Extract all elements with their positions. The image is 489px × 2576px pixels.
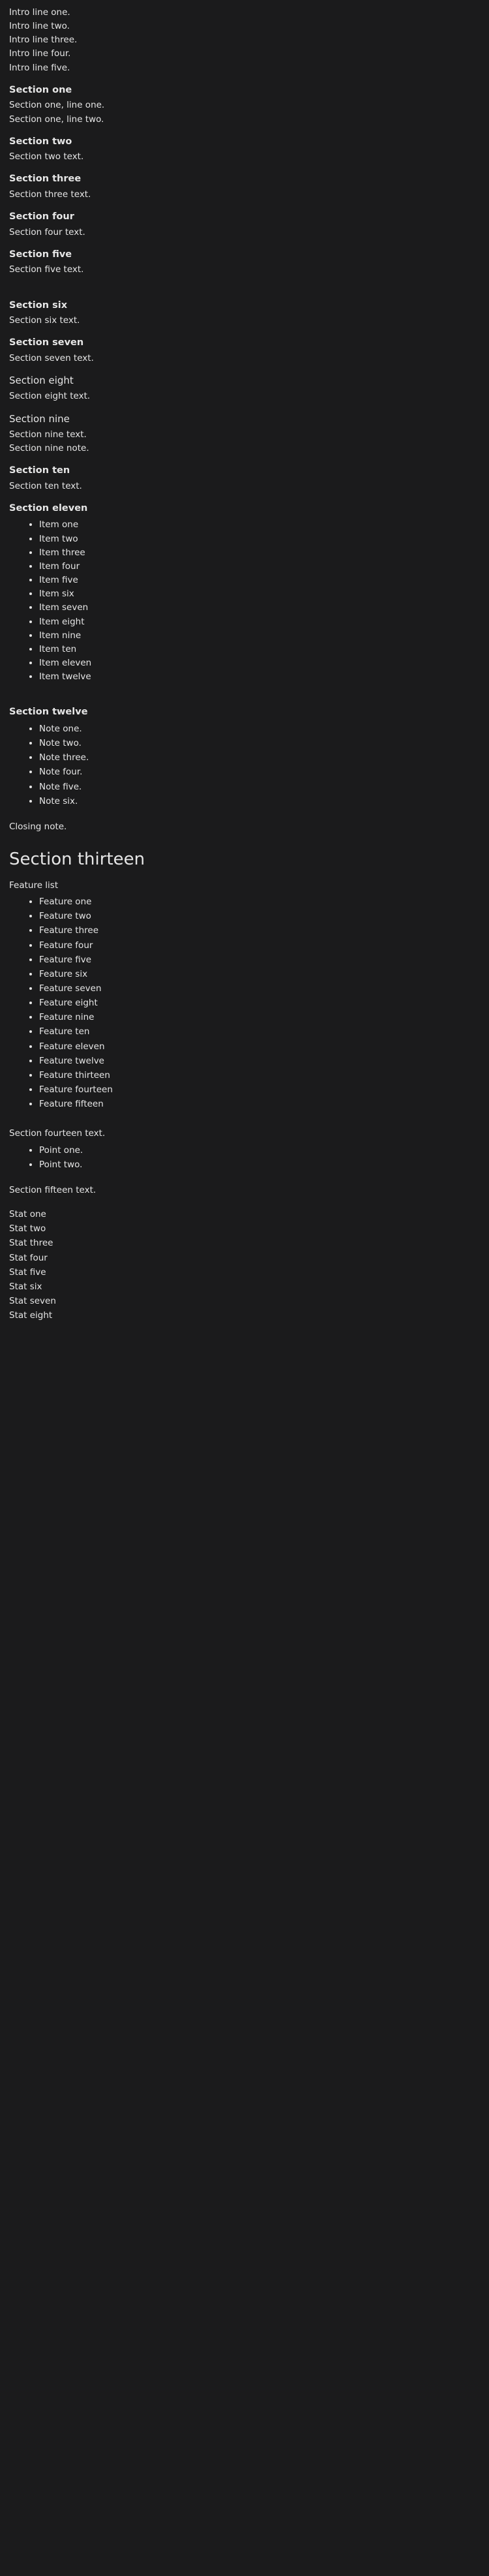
list-item: • Feature ten — [39, 1026, 480, 1038]
list-item: • Feature six — [39, 968, 480, 981]
stat-line: Stat two — [9, 1223, 46, 1234]
list-item: • Feature fourteen — [39, 1084, 480, 1096]
list-item: • Item five — [39, 574, 480, 587]
intro-section — [9, 7, 480, 74]
list-item: • Item nine — [39, 630, 480, 642]
micro-macro-section — [9, 248, 480, 277]
stat-line: Stat four — [9, 1252, 48, 1263]
game-ready-section — [9, 135, 480, 164]
procedural-section — [9, 210, 480, 239]
list-item: • Feature five — [39, 954, 480, 966]
list-item: • Item eleven — [39, 657, 480, 669]
list-item: • Item twelve — [39, 671, 480, 683]
blueprint-section — [9, 464, 480, 493]
features-label: Feature list — [9, 880, 59, 891]
notes-section — [9, 705, 480, 808]
biomes-section — [9, 172, 480, 201]
lighting-section — [9, 374, 480, 403]
biomes-title: Section three — [9, 174, 82, 185]
list-item: • Item four — [39, 560, 480, 573]
stat-line: Stat seven — [9, 1295, 56, 1306]
stat-line: Stat six — [9, 1281, 42, 1292]
list-item: • Feature seven — [39, 983, 480, 995]
next-gen-line-2: Section one, line two. — [9, 114, 104, 125]
list-item: • Item six — [39, 588, 480, 600]
map64-title: Section seven — [9, 337, 84, 348]
list-item: • Point two. — [39, 1159, 480, 1171]
list-item: • Feature thirteen — [39, 1069, 480, 1082]
list-item: • Item eight — [39, 616, 480, 628]
ue5-section — [9, 1127, 480, 1171]
lighting-text: Section eight text. — [9, 391, 91, 402]
list-item: • Feature one — [39, 896, 480, 908]
blueprint-text: Section ten text. — [9, 480, 82, 491]
list-item: • Item seven — [39, 602, 480, 614]
stat-line: Stat eight — [9, 1310, 53, 1321]
list-item: • Feature four — [39, 940, 480, 952]
raytracing-note: Section fifteen text. — [9, 1184, 96, 1195]
tech-title: Section thirteen — [9, 850, 145, 869]
intro-line-5: Intro line five. — [9, 62, 70, 73]
lighting-title: Section eight — [9, 375, 74, 387]
assets-title: Section eleven — [9, 502, 88, 514]
list-item: • Feature twelve — [39, 1055, 480, 1067]
list-item: • Item three — [39, 547, 480, 559]
shaders-text: Section nine text. — [9, 429, 87, 440]
stat-line: Stat one — [9, 1209, 46, 1220]
list-item: • Feature two — [39, 910, 480, 923]
list-item: • Note two. — [39, 737, 480, 750]
assets-section — [9, 502, 480, 683]
procedural-text: Section four text. — [9, 226, 85, 238]
list-item: • Note four. — [39, 766, 480, 778]
notes-title: Section twelve — [9, 707, 88, 718]
list-item: • Note five. — [39, 781, 480, 793]
blueprint-title: Section ten — [9, 465, 70, 476]
list-item: • Feature three — [39, 925, 480, 937]
ue5-intro: Section fourteen text. — [9, 1128, 106, 1139]
map64-section — [9, 336, 480, 365]
next-gen-section — [9, 84, 480, 126]
features-list — [9, 896, 480, 1111]
list-item: • Point one. — [39, 1144, 480, 1157]
next-gen-line-1: Section one, line one. — [9, 100, 105, 111]
assets-list — [9, 519, 480, 683]
map1-title: Section six — [9, 299, 68, 311]
map1-section — [9, 299, 480, 328]
intro-line-4: Intro line four. — [9, 48, 71, 59]
intro-line-1: Intro line one. — [9, 7, 70, 18]
shaders-section — [9, 412, 480, 455]
micro-macro-title: Section five — [9, 249, 72, 260]
list-item: • Note three. — [39, 752, 480, 764]
list-item: • Item two — [39, 533, 480, 545]
list-item: • Feature eleven — [39, 1041, 480, 1053]
shaders-text-2: Section nine note. — [9, 442, 89, 453]
disclaimer: Closing note. — [9, 821, 67, 832]
stat-line: Stat five — [9, 1266, 46, 1278]
micro-macro-text: Section five text. — [9, 264, 84, 275]
shaders-title: Section nine — [9, 412, 70, 425]
list-item: • Feature eight — [39, 997, 480, 1009]
stats-section — [9, 1208, 480, 1322]
intro-line-2: Intro line two. — [9, 21, 70, 32]
list-item: • Item ten — [39, 643, 480, 656]
game-ready-title: Section two — [9, 136, 72, 147]
ue5-list — [9, 1144, 480, 1171]
list-item: • Note six. — [39, 795, 480, 808]
game-ready-text: Section two text. — [9, 151, 84, 162]
next-gen-title: Section one — [9, 84, 72, 95]
map64-text: Section seven text. — [9, 352, 94, 363]
biomes-text: Section three text. — [9, 189, 91, 200]
stat-line: Stat three — [9, 1238, 53, 1249]
intro-line-3: Intro line three. — [9, 35, 78, 46]
notes-list — [9, 723, 480, 808]
list-item: • Feature fifteen — [39, 1098, 480, 1111]
list-item: • Note one. — [39, 723, 480, 735]
list-item: • Feature nine — [39, 1011, 480, 1024]
list-item: • Item one — [39, 519, 480, 531]
map1-text: Section six text. — [9, 315, 80, 326]
procedural-title: Section four — [9, 211, 74, 222]
